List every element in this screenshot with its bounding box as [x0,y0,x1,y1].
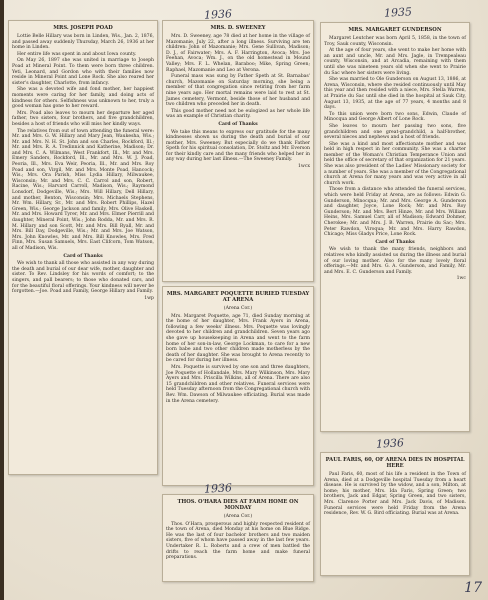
clipping-headline: MRS. MARGARET GUNDERSON [348,27,442,33]
clipping-paragraph: Those from a distance who attended the funeral services, which were held Friday at Arena, are as follows: Edwin G. Gunderson, Minocqua; Mr. and Mrs. George A. Gunderson and daughter, Joyce, Lone Rock; Mr. and Mrs. Roy Gunderson; Mr. and Mrs. Bert Hinze, Mr. and Mrs. William Heins, Mrs. Samuel Carr, all of Madison; Edward Dohmer, Cherokee; Mr. and Mrs. J. B. Warren, Prairie du Sac; Mrs. Peter Rawdon, Viroqua; Mr. and Mrs. Harry Rawdon, Chicago; Miss Gladys Price, Lone Rock. [324,187,466,238]
clipping-d-sweeney [162,20,314,282]
clipping-signature: 1wcx [297,164,310,170]
clipping-paragraph: Her entire life was spent in and about Iowa county. [17,51,137,57]
clipping-signature: 1wc [456,276,466,282]
scrapbook-page [4,0,488,600]
card-of-thanks-heading: Card of Thanks [375,239,415,245]
clipping-paragraph: Thos. O'Hara, prosperous and highly respected resident of the town of Arena, died Monday at his home on Blue Ridge. He was the last of four bachelor brothers and two maiden sisters, five of whom have passed away in the last few years. Undertaker R. L. Roberts and a crew of men battled the drifts to reach the farm home and make funeral preparations. [166,521,310,561]
card-of-thanks-heading: Card of Thanks [218,121,258,127]
clipping-headline: MRS. MARGARET POQUETTE BURIED TUESDAY AT ARENA [166,291,310,303]
clipping-paragraph: At the age of four years, she went to make her home with an aunt and uncle, Mr. and Mrs. Jagle, in Trempealeau county, Wisconsin, and at Arcadia, remaining with them until she was nineteen years old when she went to Prairie du Sac where her sisters were living. [324,48,466,76]
clipping-paragraph: She was married to Ole Gunderson on August 13, 1886, at Arena, Wisconsin, where she resided continuously until May this year and then resided with a niece, Mrs. Stella Warren, at Prairie du Sac until she died in the hospital at Sauk City, August 13, 1935, at the age of 77 years, 4 months and 8 days. [324,77,466,111]
clipping-paragraph: This good mother need not be eulogized as her whole life was an example of Christian charity. [166,108,310,120]
clipping-paragraph: She leaves to mourn her passing two sons, five grandchildren and one great-grandchild, a half-brother, several nieces and nephews and a host of friends. [324,123,466,141]
clipping-paragraph: On May 26, 1897 she was united in marriage to Joseph Poad at Mineral Point. To them were born three children. Yeti, Leonard, and Gordon who with their families now reside in Mineral Point and Lone Rock. She also reared her sister's daughter, Charlotte, from infancy. [12,58,154,86]
clipping-paragraph: To this union were born two sons, Edwin, Claude of Minocqua and George Albert of Lone Rock. [324,111,466,123]
clipping-margaret-poquette [162,286,314,486]
clipping-signature: 1wp [144,295,154,301]
card-of-thanks-text: We take this means to express our gratitude for the many kindnesses shown us during the death and burial of our mother, Mrs. Sweeney. But especially do we thank Father Speth for his spiritual consolation, Dr. Stoltz and Mr. Everson for their kindly care and the many friends who helped her in any way during her last illness.—The Sweeney Family. [166,129,310,163]
clipping-headline: THOS. O'HARA DIES AT FARM HOME ON MONDAY [177,499,299,511]
clipping-paragraph: Mrs. D. Sweeney, age 78 died at her home in the village of Mazomanie, July 22, after a long illness. Surviving are ten children: John of Mazomanie; Mrs. Gene Sullivan, Madison; D. J., of Fairwater; Mrs. A. F. Harrington, Avoca; Mrs. Joe Feehan, Avoca; Wm. J., on the old homestead in Mound Valley; Mrs. F. L. Whelan, Baraboo; Mike, Spring Green; Raphael, Mazomanie and Leo at Verona. [166,34,310,73]
clipping-headline: MRS. JOSEPH POAD [53,25,113,31]
clipping-paragraph: Lottie Belle Hillary was born in Linden, Wis., Jan. 2, 1876, and passed away suddenly Thursday, March 26, 1936 at her home in Linden. [12,34,154,51]
clipping-thos-ohara [162,494,314,582]
clipping-dateline: (Arena Cor.) [223,306,253,311]
card-of-thanks-heading: Card of Thanks [63,253,103,259]
clipping-paragraph: Mrs. Margaret Poquette, age 71, died Sunday morning at the home of her daughter, Mrs. Frank Ayers in Arena, following a few weeks' illness. Mrs. Poquette was lovingly devoted to her children and grandchildren. Seven years ago she gave up housekeeping in Arena and went to the farm home of her son-in-law, George Lockman, to care for a new born babe and two other children made motherless by the death of her daughter. She was brought to Arena recently to be cared for during her illness. [166,313,310,364]
clipping-paragraph: The relatives from out of town attending the funeral were: Mr. and Mrs. G. W. Hillary and Mary Jean, Waukesha, Wis.; Mr. and Mrs. N. H. St. John and son Charles, Rockford, Ill.; Mr. and Mrs. R. A. Tredinnick and Katherine, Madison; Dr. and Mrs. C. A. Wilmans, West Frankfort, Ill., Mr. and Mrs. Emery Sanders, Rockford, Ill., Mr. and Mrs. W. J. Poad, Peoria, Ill., Mrs. Eva Weir, Peoria, Ill., Mr. and Mrs. Roy Poad and son, Virgil, Mr. and Mrs. Monte Poad, Hancock; Wis.; Mrs. Ora Parish, Miss Lydia Hillary, Milwaukee, Wisconsin; Mr. and Mrs. C. C. Carrol and son, Robert, Racine, Wis.; Harvard Carroll, Madison, Wis.; Raymond Lonsdorf, Dodgeville, Wis.; Mrs. Will Hillary, Dell Hillary, and mother, Benton, Wisconsin; Mrs. Michaels Stephens, Mr. Wm. Hillary, Sr., Mr. and Mrs. Robert Phillips, Hazel Green, Wis.; George Jackson and family, Mrs. Olive Haskell, Mr. and Mrs. Howard Tyrer, Mr. and Mrs. Elmer Pierrill and daughter, Mineral Point, Wis.; John Rodda, Mr. and Mrs. R. M. Hillary and son Scott, Mr. and Mrs. Bill Ryall, Mr. and Mrs. Bill Day, Dodgeville, Wis.; Mr. and Mrs. Joe Watson, Mrs. John Knowles, Mr. and Mrs. Bill Knowles, Mrs. Fred Finn, Mrs. Susan Samuels, Mrs. East Clifcorn, Tom Watson, all of Madison, Wis. [12,128,154,251]
clipping-paul-faris [320,452,470,576]
clipping-margaret-gunderson [320,22,470,432]
handwritten-year: 1936 [203,481,233,496]
clipping-paragraph: Funeral mass was sung by Father Speth at St. Barnabas' church, Mazomanie on Saturday morning, she being a member of that congregation since retiring from her farm nine years ago. Her mortal remains were laid to rest at St. James cemetery, Vermont, beside those of her husband and two children who preceded her in death. [166,74,310,108]
clipping-paragraph: She was a kind and most affectionate mother and was held in high respect in her community. She was a charter member of the Woman's Christian Temperance Union and held the office of secretary of that organization for 21 years. She was also president of the Ladies' Missionary society for a number of years. She was a member of the Congregational church at Arena for many years and was very active in all church work. [324,141,466,186]
clipping-headline: PAUL FARIS, 60, OF ARENA DIES IN HOSPITAL HERE [325,457,465,469]
clipping-dateline: (Arena Cor.) [223,514,253,519]
clipping-paragraph: Mrs. Poquette is survived by one son and three daughters, Joe Poquette of Hollandale, Mrs. Mary Wilkinson, Mrs. Mary Ayers and Mrs. Priscilla Wilkins, all of Arena. There are also 15 grandchildren and other relatives. Funeral services were held Tuesday afternoon from the Congregational church with Rev. Wm. Dawson of Milwaukee officiating. Burial was made in the Arena cemetery. [166,364,310,404]
clipping-paragraph: Margaret Leutcher was born April 5, 1858, in the town of Troy, Sauk county, Wisconsin. [324,36,466,47]
clipping-paragraph: Paul Faris, 60, most of his life a resident in the Town of Arena, died at a Dodgeville hospital Tuesday from a heart disease. He is survived by the widow, and a son, Milton, at home; his mother, Mrs. Ida Faris, Spring Green; two brothers, Jack and Edgar, Spring Green, and two sisters, Mrs. Clarence Porter and Mrs. Jack Davis, of Madison. Funeral services were held Friday from the Arena residence, Rev. W. G. Bird officiating. Burial was at Arena. [324,472,466,517]
handwritten-year: 1936 [375,436,405,451]
handwritten-year: 1935 [383,5,413,20]
page-number: 17 [464,580,482,596]
handwritten-year: 1936 [203,7,233,22]
clipping-paragraph: Mrs. Poad also leaves to mourn her departure her aged father, two sisters, four brothers, and five grandchildren, besides a host of friends who will miss her kindly ways. [12,110,154,127]
clipping-headline: MRS. D. SWEENEY [210,25,266,31]
clipping-joseph-poad [8,20,158,475]
card-of-thanks-text: We wish to thank the many friends, neighbors and relatives who kindly assisted us during the illness and burial of our loving mother. Also for the many lovely floral offerings.—Mr. and Mrs. G. A. Gunderson, and Family, Mr. and Mrs. E. C. Gunderson and Family. [324,247,466,275]
card-of-thanks-text: We wish to thank all those who assisted in any way during the death and burial of our dear wife, mother, daughter and sister. To Rev. Lindsley for his words of comfort; to the singers, and pall bearers; to those who donated cars, and for the beautiful floral offerings. Your kindness will never be forgotten.—Joe. Poad and Family, George Hillary and Family. [12,261,154,295]
clipping-paragraph: She was a devoted wife and fond mother, her happiest moments were caring for her family, and doing acts of kindness for others. Selfishness was unknown to her, truly a good woman has gone to her reward. [12,87,154,110]
